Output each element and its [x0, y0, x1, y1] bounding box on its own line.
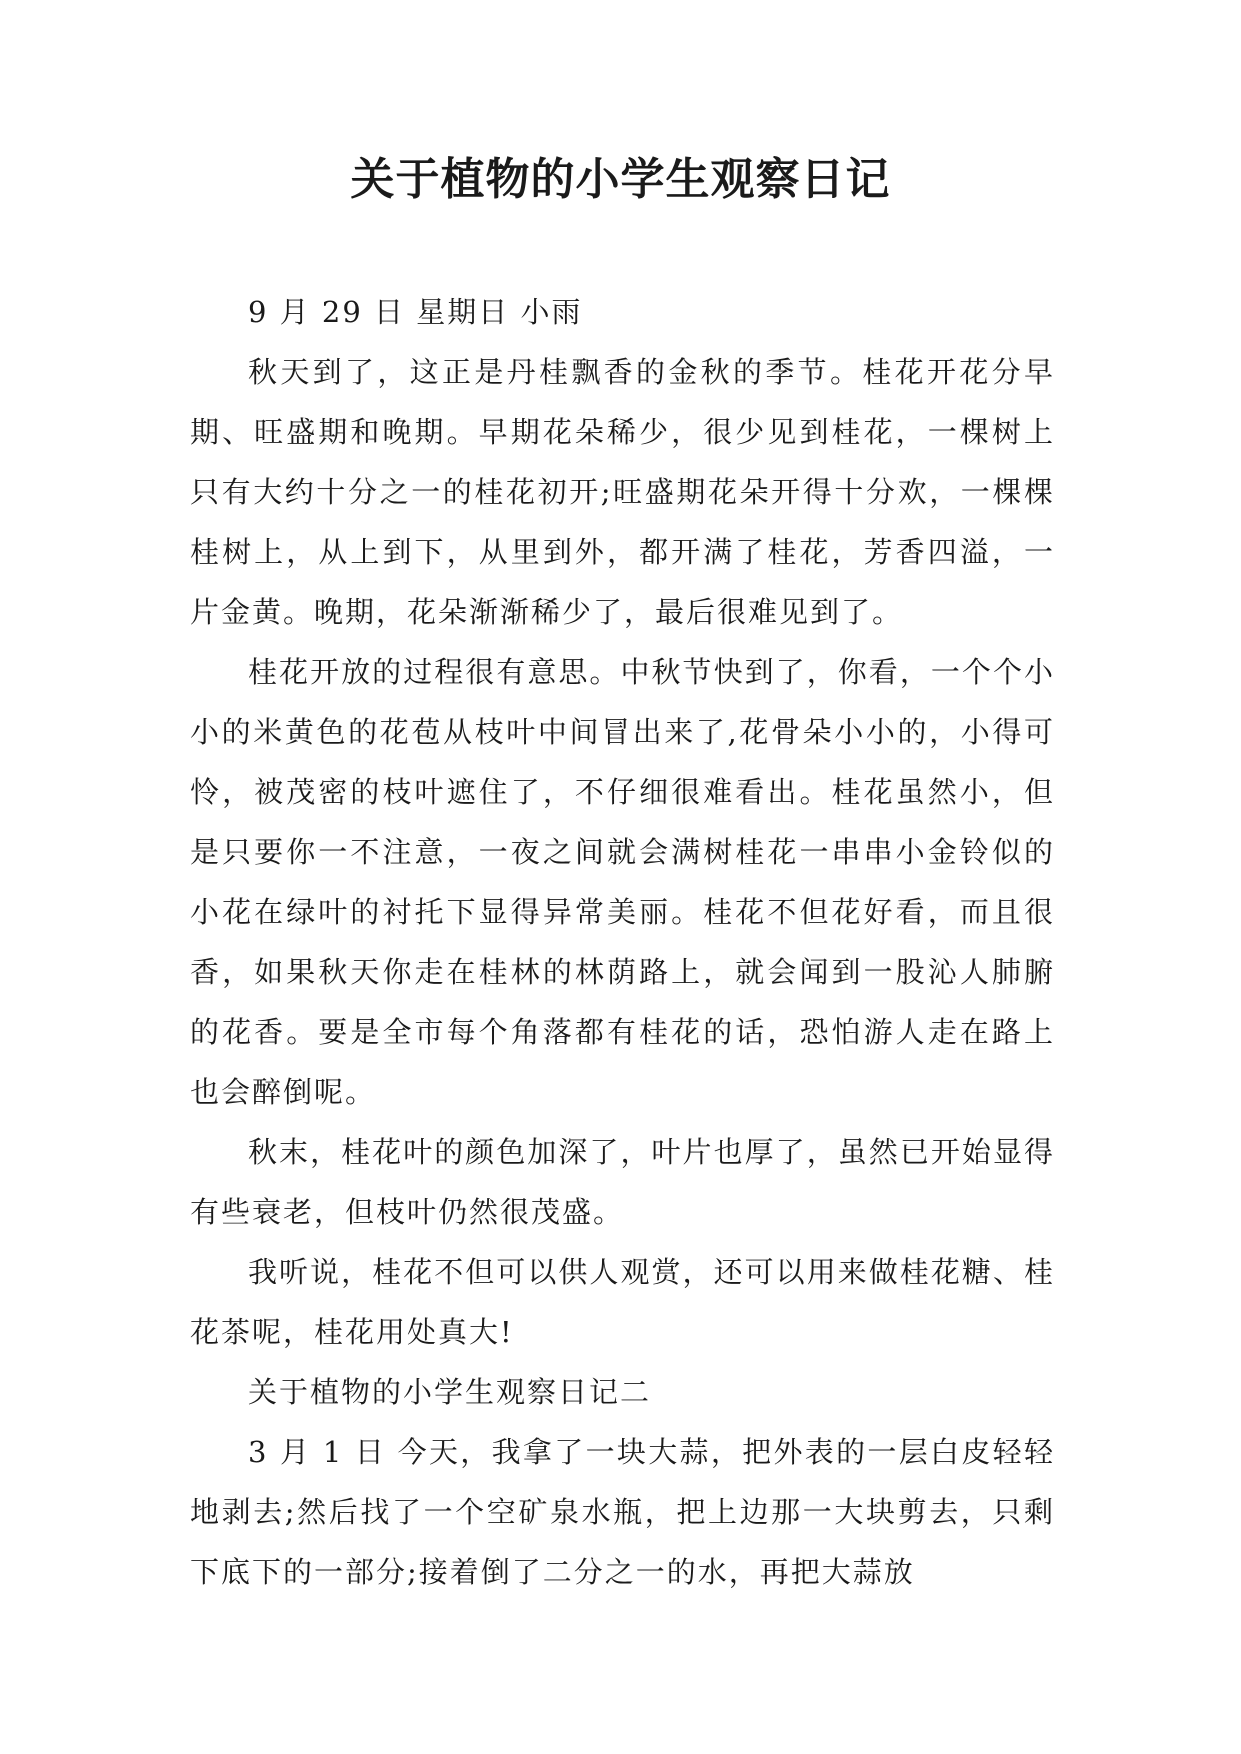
paragraph-garlic: 3 月 1 日 今天，我拿了一块大蒜，把外表的一层白皮轻轻地剥去;然后找了一个空矿泉水瓶，把上边那一大块剪去，只剩下底下的一部分;接着倒了二分之一的水，再把大蒜放 — [190, 1435, 1055, 1589]
paragraph-late-autumn: 秋末，桂花叶的颜色加深了，叶片也厚了，虽然已开始显得有些衰老，但枝叶仍然很茂盛。 — [190, 1135, 1055, 1229]
paragraph-autumn-osmanthus: 秋天到了，这正是丹桂飘香的金秋的季节。桂花开花分早期、旺盛期和晚期。早期花朵稀少，很少见到桂花，一棵树上只有大约十分之一的桂花初开;旺盛期花朵开得十分欢，一棵棵桂树上，从上到下，从里到外，都开满了桂花，芳香四溢，一片金黄。晚期，花朵渐渐稀少了，最后很难见到了。 — [190, 355, 1055, 629]
section-heading-diary-two: 关于植物的小学生观察日记二 — [248, 1375, 652, 1409]
document-title: 关于植物的小学生观察日记 — [350, 154, 891, 205]
document-body — [190, 282, 1055, 1602]
paragraph-uses: 我听说，桂花不但可以供人观赏，还可以用来做桂花糖、桂花茶呢，桂花用处真大! — [190, 1255, 1055, 1349]
diary-date-line: 9 月 29 日 星期日 小雨 — [248, 295, 583, 329]
paragraph-blooming-process: 桂花开放的过程很有意思。中秋节快到了，你看，一个个小小的米黄色的花苞从枝叶中间冒出来了,花骨朵小小的，小得可怜，被茂密的枝叶遮住了，不仔细很难看出。桂花虽然小，但是只要你一不注意，一夜之间就会满树桂花一串串小金铃似的小花在绿叶的衬托下显得异常美丽。桂花不但花好看，而且很香，如果秋天你走在桂林的林荫路上，就会闻到一股沁人肺腑的花香。要是全市每个角落都有桂花的话，恐怕游人走在路上也会醉倒呢。 — [190, 655, 1055, 1109]
